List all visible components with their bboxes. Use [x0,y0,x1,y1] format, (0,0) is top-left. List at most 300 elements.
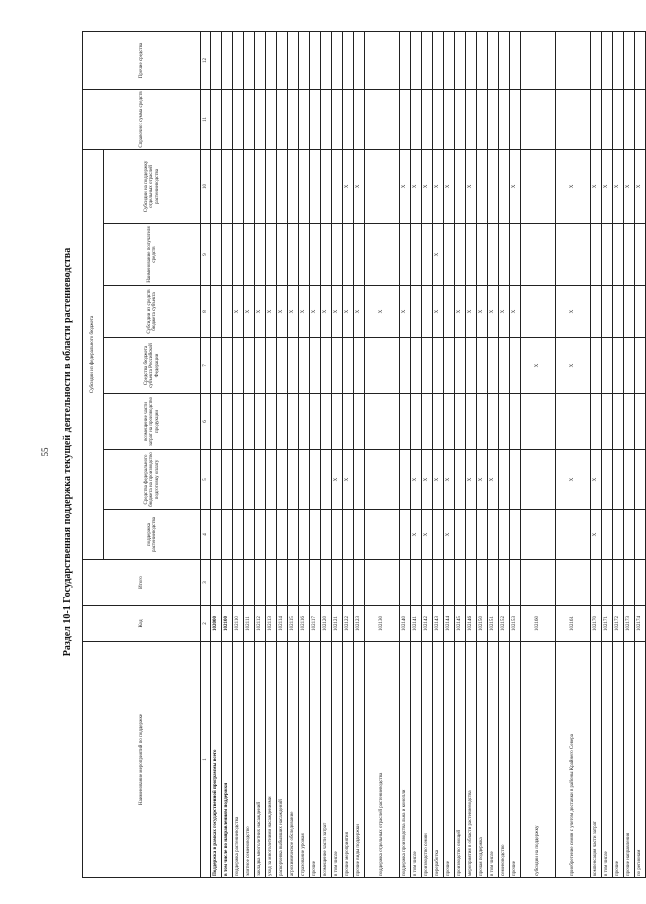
row-name: в том числе по направлениям поддержки [222,642,233,878]
row-code: 102146 [466,606,477,642]
row-cell: X [477,286,488,338]
table-row [477,31,488,877]
row-cell [624,560,635,606]
row-cell [277,224,288,286]
row-cell [400,31,411,89]
row-name: приобретение семян с учетом доставки в районы Крайнего Севера [556,642,591,878]
row-cell [433,89,444,149]
row-cell [233,450,244,510]
column-number: 11 [201,89,211,149]
row-cell [288,560,299,606]
row-code: 102117 [310,606,321,642]
row-cell [277,560,288,606]
row-cell [299,450,310,510]
table-row [602,31,613,877]
row-cell [613,286,624,338]
row-cell [321,450,332,510]
row-code: 102140 [400,606,411,642]
row-cell [602,560,613,606]
row-code: 102170 [591,606,602,642]
row-cell [556,89,591,149]
row-cell [299,31,310,89]
row-cell [510,394,521,450]
row-cell [288,31,299,89]
row-cell [299,560,310,606]
table-row [466,31,477,877]
row-cell [466,338,477,394]
row-cell [411,286,422,338]
row-cell [233,560,244,606]
row-cell [433,31,444,89]
row-code: 102121 [332,606,343,642]
row-cell [521,31,556,89]
row-cell [510,31,521,89]
row-cell [343,224,354,286]
row-cell [411,560,422,606]
row-cell [510,338,521,394]
row-cell [343,510,354,560]
row-cell [591,560,602,606]
row-cell: X [343,149,354,223]
row-cell [211,394,222,450]
row-cell [455,338,466,394]
column-number: 8 [201,286,211,338]
row-cell [233,31,244,89]
row-cell [433,338,444,394]
row-cell [510,450,521,510]
row-cell [222,286,233,338]
row-cell [310,450,321,510]
row-name: переработка [433,642,444,878]
row-cell: X [266,286,277,338]
row-cell [277,149,288,223]
row-cell [310,224,321,286]
row-name: прочие [510,642,521,878]
row-cell [444,89,455,149]
row-code: 102100 [222,606,233,642]
row-cell [332,224,343,286]
row-cell [365,149,400,223]
row-cell: X [613,149,624,223]
header-code: Код [83,606,201,642]
table-row [556,31,591,877]
table-row [488,31,499,877]
row-cell: X [299,286,310,338]
row-name: поддержка растениеводства [233,642,244,878]
row-cell: X [466,286,477,338]
row-cell [591,394,602,450]
row-cell [400,338,411,394]
table-row [591,31,602,877]
row-cell [321,338,332,394]
row-cell [400,450,411,510]
row-name: поддержка производства льна и конопли [400,642,411,878]
row-cell: X [277,286,288,338]
row-cell: X [635,149,646,223]
row-cell [332,31,343,89]
column-number: 7 [201,338,211,394]
row-cell [288,89,299,149]
row-cell [521,286,556,338]
row-name: закладка многолетних насаждений [255,642,266,878]
row-cell [422,338,433,394]
row-cell [422,286,433,338]
row-cell [321,31,332,89]
row-name: страхование урожая [299,642,310,878]
row-cell [624,510,635,560]
row-cell [211,450,222,510]
row-cell [211,560,222,606]
table-row [455,31,466,877]
row-cell [233,224,244,286]
row-cell: X [444,450,455,510]
row-cell [466,560,477,606]
row-cell [635,31,646,89]
row-cell [591,224,602,286]
row-code: 102123 [354,606,365,642]
row-cell [613,31,624,89]
row-cell [354,560,365,606]
row-cell: X [433,450,444,510]
row-cell [510,560,521,606]
row-cell [488,338,499,394]
row-cell: X [422,510,433,560]
row-cell: X [422,149,433,223]
row-cell [411,31,422,89]
row-cell [365,450,400,510]
row-code: 102151 [488,606,499,642]
row-cell [321,89,332,149]
row-cell: X [510,149,521,223]
row-cell: X [556,149,591,223]
row-cell [556,31,591,89]
row-cell [488,31,499,89]
row-cell [211,510,222,560]
table-row [222,31,233,877]
row-code: 102112 [255,606,266,642]
row-cell [288,224,299,286]
row-cell: X [556,450,591,510]
row-code: 102144 [444,606,455,642]
row-cell [365,89,400,149]
row-cell [444,560,455,606]
row-code: 102120 [321,606,332,642]
header-sub7: Субсидии на поддержку отдельных отраслей растениеводства [104,149,201,223]
row-code: 102114 [277,606,288,642]
row-cell [288,338,299,394]
header-sub5: Субсидии из средств бюджета субъекта [104,286,201,338]
row-cell [466,394,477,450]
row-cell: X [332,286,343,338]
row-cell [233,338,244,394]
row-cell [613,394,624,450]
table-row [613,31,624,877]
row-code: 102130 [365,606,400,642]
row-cell [266,224,277,286]
row-cell [466,89,477,149]
row-cell [288,510,299,560]
table-row [510,31,521,877]
row-cell [332,394,343,450]
row-cell [433,560,444,606]
row-cell [556,394,591,450]
row-cell: X [422,450,433,510]
row-cell [332,89,343,149]
row-cell [343,31,354,89]
row-cell: X [411,149,422,223]
row-cell [343,394,354,450]
row-name: в том числе [332,642,343,878]
row-cell: X [354,149,365,223]
table-row [299,31,310,877]
table-row [624,31,635,877]
table-row [521,31,556,877]
row-cell [422,560,433,606]
row-cell [299,338,310,394]
row-cell [244,149,255,223]
row-cell [222,510,233,560]
row-cell [266,394,277,450]
row-cell [400,510,411,560]
row-cell [556,510,591,560]
row-code: 102152 [499,606,510,642]
table-body [211,31,646,877]
row-cell: X [591,450,602,510]
row-name: компенсация части затрат [591,642,602,878]
row-cell: X [354,286,365,338]
row-cell [510,510,521,560]
table-row [343,31,354,877]
row-cell [233,89,244,149]
table-row [321,31,332,877]
row-cell [477,394,488,450]
row-cell: X [510,286,521,338]
table-row [233,31,244,877]
table-row [277,31,288,877]
row-cell: X [521,338,556,394]
row-cell [400,224,411,286]
row-name: уход за многолетними насаждениями [266,642,277,878]
row-cell [354,450,365,510]
row-cell [499,89,510,149]
row-cell [299,149,310,223]
table-row [365,31,400,877]
row-cell [244,89,255,149]
row-cell [422,31,433,89]
row-name: прочая поддержка [477,642,488,878]
row-cell [244,224,255,286]
row-cell [244,560,255,606]
row-cell [613,89,624,149]
row-name: по регионам [635,642,646,878]
row-name: раскорчевка выбывших насаждений [277,642,288,878]
row-cell [477,224,488,286]
row-name: возмещение части затрат [321,642,332,878]
row-cell [411,338,422,394]
row-cell [613,510,624,560]
row-cell [299,394,310,450]
row-cell [365,510,400,560]
row-code: 102173 [624,606,635,642]
row-cell [477,510,488,560]
table-row [310,31,321,877]
table-row [255,31,266,877]
row-cell: X [624,149,635,223]
row-cell [488,149,499,223]
table-row [244,31,255,877]
row-cell: X [591,510,602,560]
row-cell: X [602,149,613,223]
row-cell [602,338,613,394]
row-cell [222,224,233,286]
row-cell [422,394,433,450]
row-cell: X [466,450,477,510]
row-cell [244,394,255,450]
row-cell [233,394,244,450]
row-cell [602,450,613,510]
row-cell [244,31,255,89]
row-cell [211,224,222,286]
table-row [332,31,343,877]
row-code: 102115 [288,606,299,642]
row-cell [521,149,556,223]
row-cell [455,89,466,149]
row-cell [556,224,591,286]
row-cell [321,224,332,286]
row-cell [488,510,499,560]
row-code: 102110 [233,606,244,642]
row-cell [624,450,635,510]
row-cell: X [233,286,244,338]
row-cell [277,31,288,89]
row-cell: X [288,286,299,338]
row-cell [255,394,266,450]
table-row [499,31,510,877]
row-cell [455,149,466,223]
row-code: 102145 [455,606,466,642]
row-cell [602,31,613,89]
row-cell [499,510,510,560]
row-code: 102141 [411,606,422,642]
row-code: 102111 [244,606,255,642]
row-cell [455,224,466,286]
row-cell [477,31,488,89]
support-table [82,31,646,878]
row-cell [255,510,266,560]
row-cell: X [411,510,422,560]
row-code: 102116 [299,606,310,642]
row-cell [602,286,613,338]
row-name: производство овощей [455,642,466,878]
row-cell: X [321,286,332,338]
row-cell [222,450,233,510]
row-cell [310,31,321,89]
column-number: 3 [201,560,211,606]
row-cell [365,394,400,450]
row-cell [354,31,365,89]
row-cell [222,89,233,149]
row-cell [635,286,646,338]
row-cell [488,224,499,286]
row-cell [466,224,477,286]
row-cell: X [433,149,444,223]
row-cell [365,31,400,89]
row-cell [466,31,477,89]
table-row [288,31,299,877]
row-cell [455,450,466,510]
row-cell [602,224,613,286]
row-cell [635,560,646,606]
row-cell [354,89,365,149]
row-name: в том числе [488,642,499,878]
row-cell [624,286,635,338]
row-cell [321,510,332,560]
header-sub8: Справочно: сумма средств [83,89,201,149]
row-cell [321,149,332,223]
column-number: 10 [201,149,211,223]
row-cell [591,31,602,89]
row-cell [222,394,233,450]
row-cell [365,338,400,394]
row-cell [211,338,222,394]
row-cell [477,560,488,606]
row-cell [299,510,310,560]
row-cell: X [444,510,455,560]
row-cell [244,450,255,510]
row-cell [343,89,354,149]
row-code: 102143 [433,606,444,642]
row-code: 102174 [635,606,646,642]
row-cell [444,286,455,338]
row-cell [602,89,613,149]
row-cell [499,394,510,450]
row-code: 102172 [613,606,624,642]
row-cell [233,149,244,223]
row-name: в том числе [602,642,613,878]
row-cell [411,394,422,450]
row-name: прочие мероприятия [343,642,354,878]
row-cell [310,338,321,394]
row-name: субсидии на поддержку [521,642,556,878]
row-cell: X [433,224,444,286]
row-cell [277,510,288,560]
row-cell: X [244,286,255,338]
row-cell [211,149,222,223]
row-cell [455,510,466,560]
row-cell [422,89,433,149]
row-cell [510,89,521,149]
row-cell [211,89,222,149]
header-total: Итого [83,560,201,606]
row-cell: X [591,149,602,223]
row-cell [222,560,233,606]
row-cell: X [332,450,343,510]
row-name: прочие [310,642,321,878]
row-code: 102142 [422,606,433,642]
column-number: 9 [201,224,211,286]
row-cell [354,224,365,286]
row-cell [499,560,510,606]
row-cell [510,224,521,286]
row-cell [365,224,400,286]
row-cell: X [400,149,411,223]
row-cell [613,450,624,510]
row-cell [411,89,422,149]
row-name: прочие [444,642,455,878]
row-cell [332,560,343,606]
row-name: прочие [613,642,624,878]
row-cell [266,89,277,149]
